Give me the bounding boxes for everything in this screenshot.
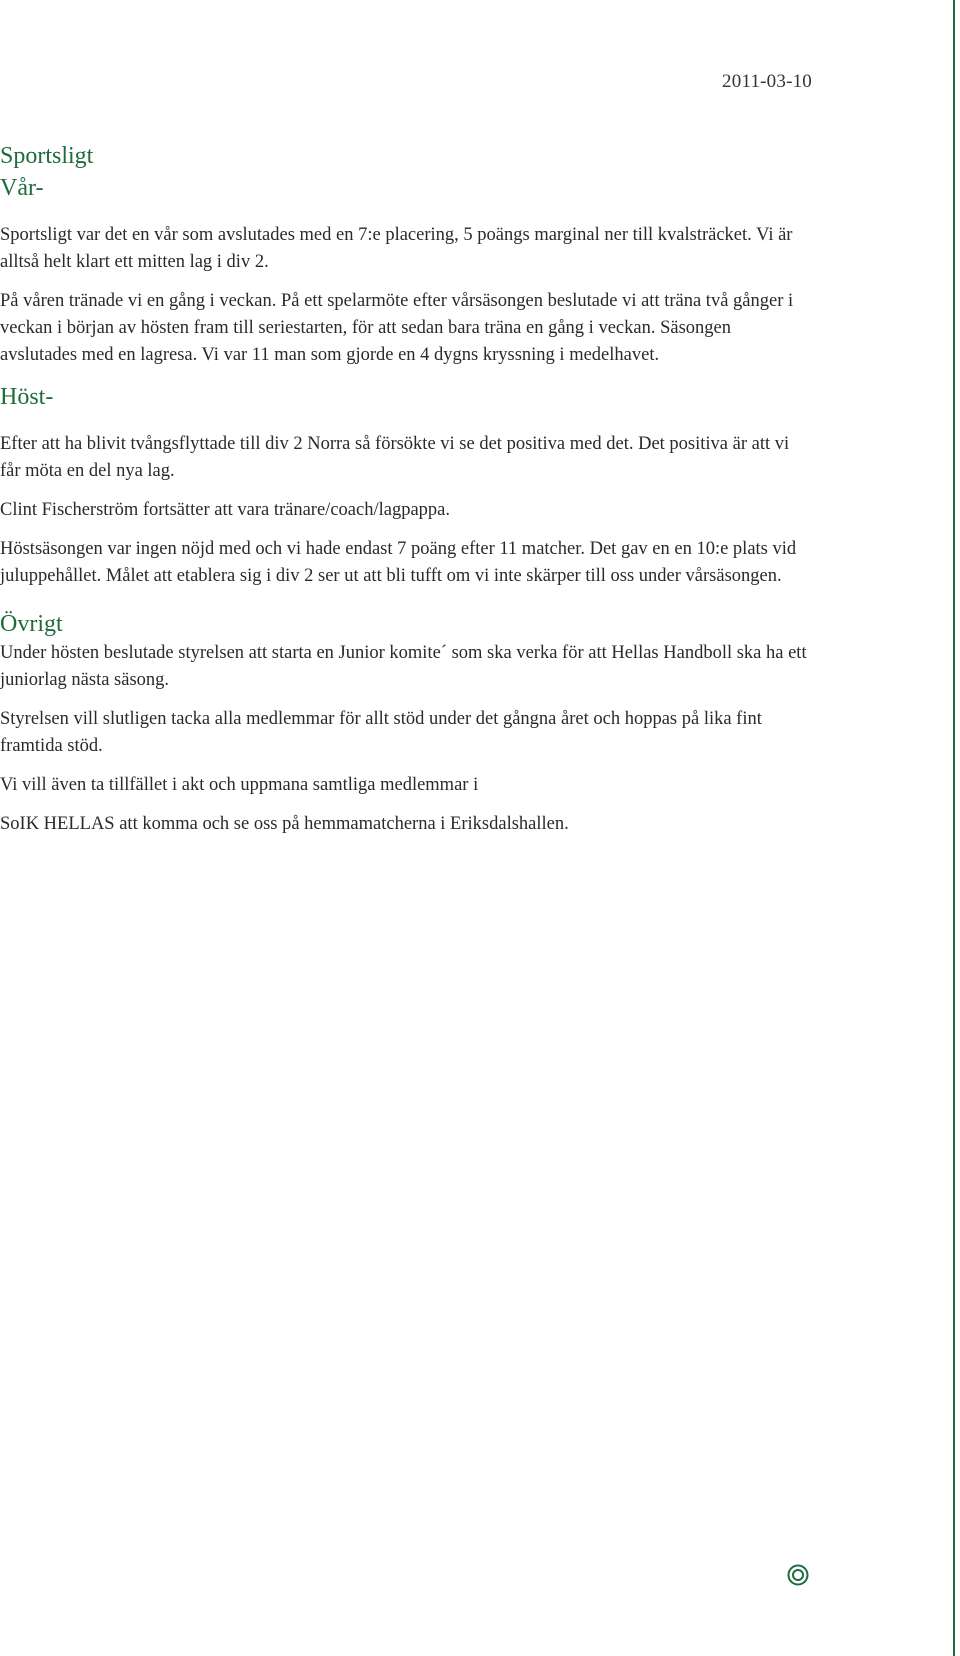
- section-heading-host: Höst-: [0, 384, 54, 410]
- paragraph: Vi vill även ta tillfället i akt och uppmana samtliga medlemmar i: [0, 775, 479, 795]
- section-host: [0, 381, 810, 590]
- paragraph: Sportsligt var det en vår som avslutades med en 7:e placering, 5 poängs marginal ner till kvalsträcket. Vi är alltså helt klart ett mitten lag i div 2.: [0, 225, 793, 272]
- section-heading-ovrigt: Övrigt: [0, 611, 63, 637]
- paragraph: På våren tränade vi en gång i veckan. På ett spelarmöte efter vårsäsongen beslutade vi att träna två gånger i veckan i början av hösten fram till seriestarten, för att sedan bara träna en gång i veckan. Säsongen avslutades med en lagresa. Vi var 11 man som gjorde en 4 dygns kryssning i medelhavet.: [0, 291, 794, 365]
- section-heading-sportsligt: Sportsligt: [0, 143, 94, 169]
- section-ovrigt: [0, 608, 810, 838]
- paragraph: Clint Fischerström fortsätter att vara tränare/coach/lagpappa.: [0, 500, 450, 520]
- paragraph: Under hösten beslutade styrelsen att starta en Junior komite´ som ska verka för att Hellas Handboll ska ha ett juniorlag nästa säsong.: [0, 643, 807, 690]
- paragraph: Styrelsen vill slutligen tacka alla medlemmar för allt stöd under det gångna året och hoppas på lika fint framtida stöd.: [0, 709, 762, 756]
- paragraph: Höstsäsongen var ingen nöjd med och vi hade endast 7 poäng efter 11 matcher. Det gav en en 10:e plats vid juluppehållet. Målet att etablera sig i div 2 ser ut att bli tufft om vi inte skärper till oss under vårsäsongen.: [0, 539, 797, 586]
- section-sportsligt: [0, 140, 810, 369]
- document-date: 2011-03-10: [722, 71, 812, 92]
- page-edge-rule: [953, 0, 955, 1656]
- document-body: [0, 140, 810, 838]
- paragraph: SoIK HELLAS att komma och se oss på hemmamatcherna i Eriksdalshallen.: [0, 814, 569, 834]
- section-subheading-var: Vår-: [0, 175, 44, 201]
- double-circle-icon: [787, 1564, 809, 1586]
- paragraph: Efter att ha blivit tvångsflyttade till div 2 Norra så försökte vi se det positiva med det. Det positiva är att vi får möta en del nya lag.: [0, 434, 790, 481]
